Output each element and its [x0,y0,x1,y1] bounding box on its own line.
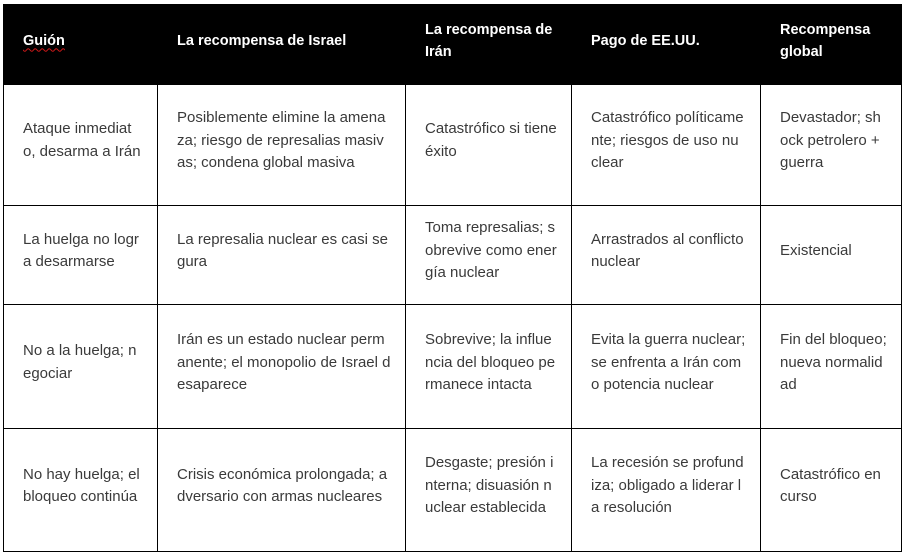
cell-iran: Sobrevive; la influencia del bloqueo permanece intacta [406,305,572,429]
header-usa: Pago de EE.UU. [572,5,761,85]
cell-scenario: No hay huelga; el bloqueo continúa [4,429,158,552]
cell-global: Existencial [761,205,902,305]
table-row [4,305,902,429]
cell-scenario: La huelga no logra desarmarse [4,205,158,305]
header-row [4,5,902,85]
cell-global: Catastrófico en curso [761,429,902,552]
cell-usa: Catastrófico políticamente; riesgos de uso nuclear [572,85,761,206]
header-scenario-label: Guión [23,32,65,49]
payoff-table [3,4,902,552]
cell-usa: Arrastrados al conflicto nuclear [572,205,761,305]
header-global: Recompensa global [761,5,902,85]
cell-israel: Posiblemente elimine la amenaza; riesgo de represalias masivas; condena global masiva [158,85,406,206]
table-row [4,205,902,305]
cell-usa: Evita la guerra nuclear; se enfrenta a Irán como potencia nuclear [572,305,761,429]
cell-iran: Toma represalias; sobrevive como energía nuclear [406,205,572,305]
header-israel: La recompensa de Israel [158,5,406,85]
table-row [4,85,902,206]
cell-scenario: Ataque inmediato, desarma a Irán [4,85,158,206]
cell-israel: Irán es un estado nuclear permanente; el monopolio de Israel desaparece [158,305,406,429]
cell-israel: La represalia nuclear es casi segura [158,205,406,305]
table-row [4,429,902,552]
header-iran: La recompensa de Irán [406,5,572,85]
cell-global: Devastador; shock petrolero + guerra [761,85,902,206]
header-scenario [4,5,158,85]
cell-global: Fin del bloqueo; nueva normalidad [761,305,902,429]
cell-israel: Crisis económica prolongada; adversario con armas nucleares [158,429,406,552]
cell-iran: Desgaste; presión interna; disuasión nuclear establecida [406,429,572,552]
cell-usa: La recesión se profundiza; obligado a liderar la resolución [572,429,761,552]
cell-iran: Catastrófico si tiene éxito [406,85,572,206]
cell-scenario: No a la huelga; negociar [4,305,158,429]
